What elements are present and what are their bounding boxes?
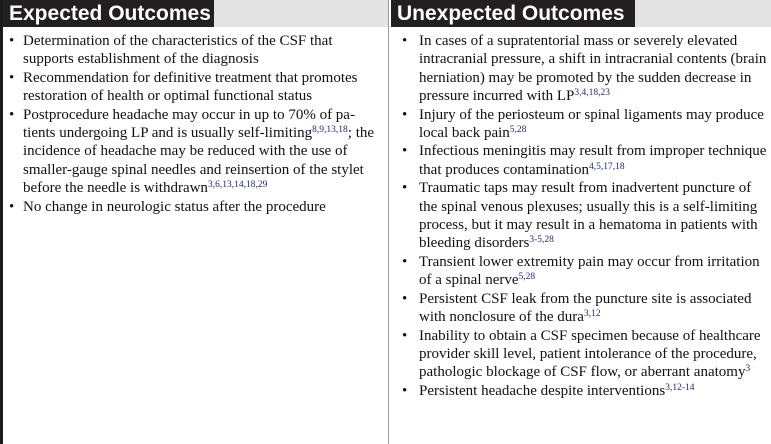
line-text: Inability to obtain a CSF specimen because of <box>419 327 696 344</box>
citation-superscript[interactable]: 3,12 <box>583 309 601 320</box>
item-line <box>419 328 699 344</box>
line-text: healthcare provider skill level, patient intolerance of <box>419 327 761 362</box>
citation-superscript[interactable]: 5,28 <box>518 272 536 283</box>
list-item <box>391 290 767 327</box>
list-item <box>391 142 767 179</box>
line-text: Injury of the periosteum or spinal ligaments may <box>419 106 712 123</box>
line-text: the incidence of headache may be reduced with the use <box>23 125 375 160</box>
line-text: restoration of health or optimal functional status <box>23 88 313 105</box>
item-line <box>23 70 357 86</box>
item-line <box>23 199 326 215</box>
line-text: produce local back pain <box>419 106 764 142</box>
line-text: Persistent headache despite interventions <box>419 382 666 399</box>
citation-superscript[interactable]: 3 <box>745 364 751 375</box>
line-text: decrease in pressure incurred with LP <box>419 69 752 105</box>
unexpected-outcomes-title: Unexpected Outcomes <box>391 0 635 27</box>
unexpected-outcomes-column <box>391 0 771 444</box>
item-line <box>419 291 751 307</box>
line-text: Transient lower extremity pain may occur from <box>419 253 704 270</box>
line-text: technique that produces contamination <box>419 143 767 178</box>
item-line <box>419 107 716 123</box>
item-line <box>419 254 707 270</box>
line-text: Postprocedure headache may occur in up to 70% of pa- <box>23 106 355 123</box>
line-text: with nonclosure of the dura <box>419 309 584 326</box>
line-text: Persistent CSF leak from the puncture site is associated <box>419 290 752 307</box>
line-text: Determination of the characteristics of the CSF that <box>23 33 333 49</box>
item-line <box>419 199 757 215</box>
expected-outcomes-list <box>3 27 388 216</box>
citation-superscript[interactable]: 3,6,13,14,18,29 <box>207 180 268 191</box>
line-text: supports establishment of the diagnosis <box>23 51 259 68</box>
item-line <box>419 309 601 325</box>
line-text: process, but it may result in a hematoma in patients <box>419 217 728 234</box>
line-text: (brain herniation) may be promoted by the sudden <box>419 51 767 86</box>
item-line <box>419 51 731 67</box>
line-text: the spinal venous plexuses; usually this is a self-limiting <box>419 198 758 215</box>
line-text: In cases of a supratentorial mass or severely elevated <box>419 33 738 49</box>
line-text: Recommendation for definitive treatment that promotes <box>23 69 358 86</box>
list-item <box>391 179 767 253</box>
list-item <box>391 382 767 400</box>
line-text: No change in neurologic status after the procedure <box>23 198 326 215</box>
line-text: intracranial pressure, a shift in intracranial contents <box>419 51 727 68</box>
list-item <box>3 69 384 106</box>
item-line <box>419 33 737 49</box>
line-text: irritation of a spinal nerve <box>419 253 760 289</box>
unexpected-outcomes-list <box>391 27 771 400</box>
item-line <box>419 180 751 196</box>
list-item <box>391 32 767 106</box>
line-text: aberrant anatomy <box>640 364 746 381</box>
unexpected-outcomes-header <box>391 0 771 27</box>
line-text: Infectious meningitis may result from improper <box>419 143 705 160</box>
line-text: of smaller-gauge spinal needles and reinsertion of the <box>23 143 348 178</box>
item-line <box>23 107 355 123</box>
line-text: stylet before the needle is withdrawn <box>23 161 364 197</box>
list-item <box>391 253 767 290</box>
item-line <box>419 143 708 159</box>
citation-superscript[interactable]: 4,5,17,18 <box>588 161 625 172</box>
list-item <box>391 106 767 143</box>
item-line <box>419 383 694 399</box>
line-punctuation: ; <box>347 125 352 142</box>
citation-superscript[interactable]: 3-5,28 <box>529 235 554 246</box>
line-text: with bleeding disorders <box>419 217 758 252</box>
list-item <box>3 106 384 198</box>
item-line <box>23 88 312 104</box>
line-text: Traumatic taps may result from inadvertent puncture of <box>419 180 752 197</box>
list-item <box>3 32 384 69</box>
expected-outcomes-header <box>3 0 388 27</box>
item-line <box>419 217 731 233</box>
citation-superscript[interactable]: 8,9,13,18 <box>312 125 348 136</box>
expected-outcomes-title: Expected Outcomes <box>3 0 214 27</box>
item-line <box>641 364 750 380</box>
list-item <box>3 198 384 216</box>
list-item <box>391 327 767 382</box>
item-line <box>23 51 259 67</box>
line-text: the procedure, pathologic blockage of CSF flow, or <box>419 345 757 381</box>
citation-superscript[interactable]: 3,4,18,23 <box>574 88 611 99</box>
citation-superscript[interactable]: 5,28 <box>509 125 527 136</box>
item-line <box>23 33 333 49</box>
item-line <box>23 125 356 141</box>
citation-superscript[interactable]: 3,12-14 <box>665 382 695 393</box>
line-text: tients undergoing LP and is usually self-limiting <box>23 125 313 142</box>
